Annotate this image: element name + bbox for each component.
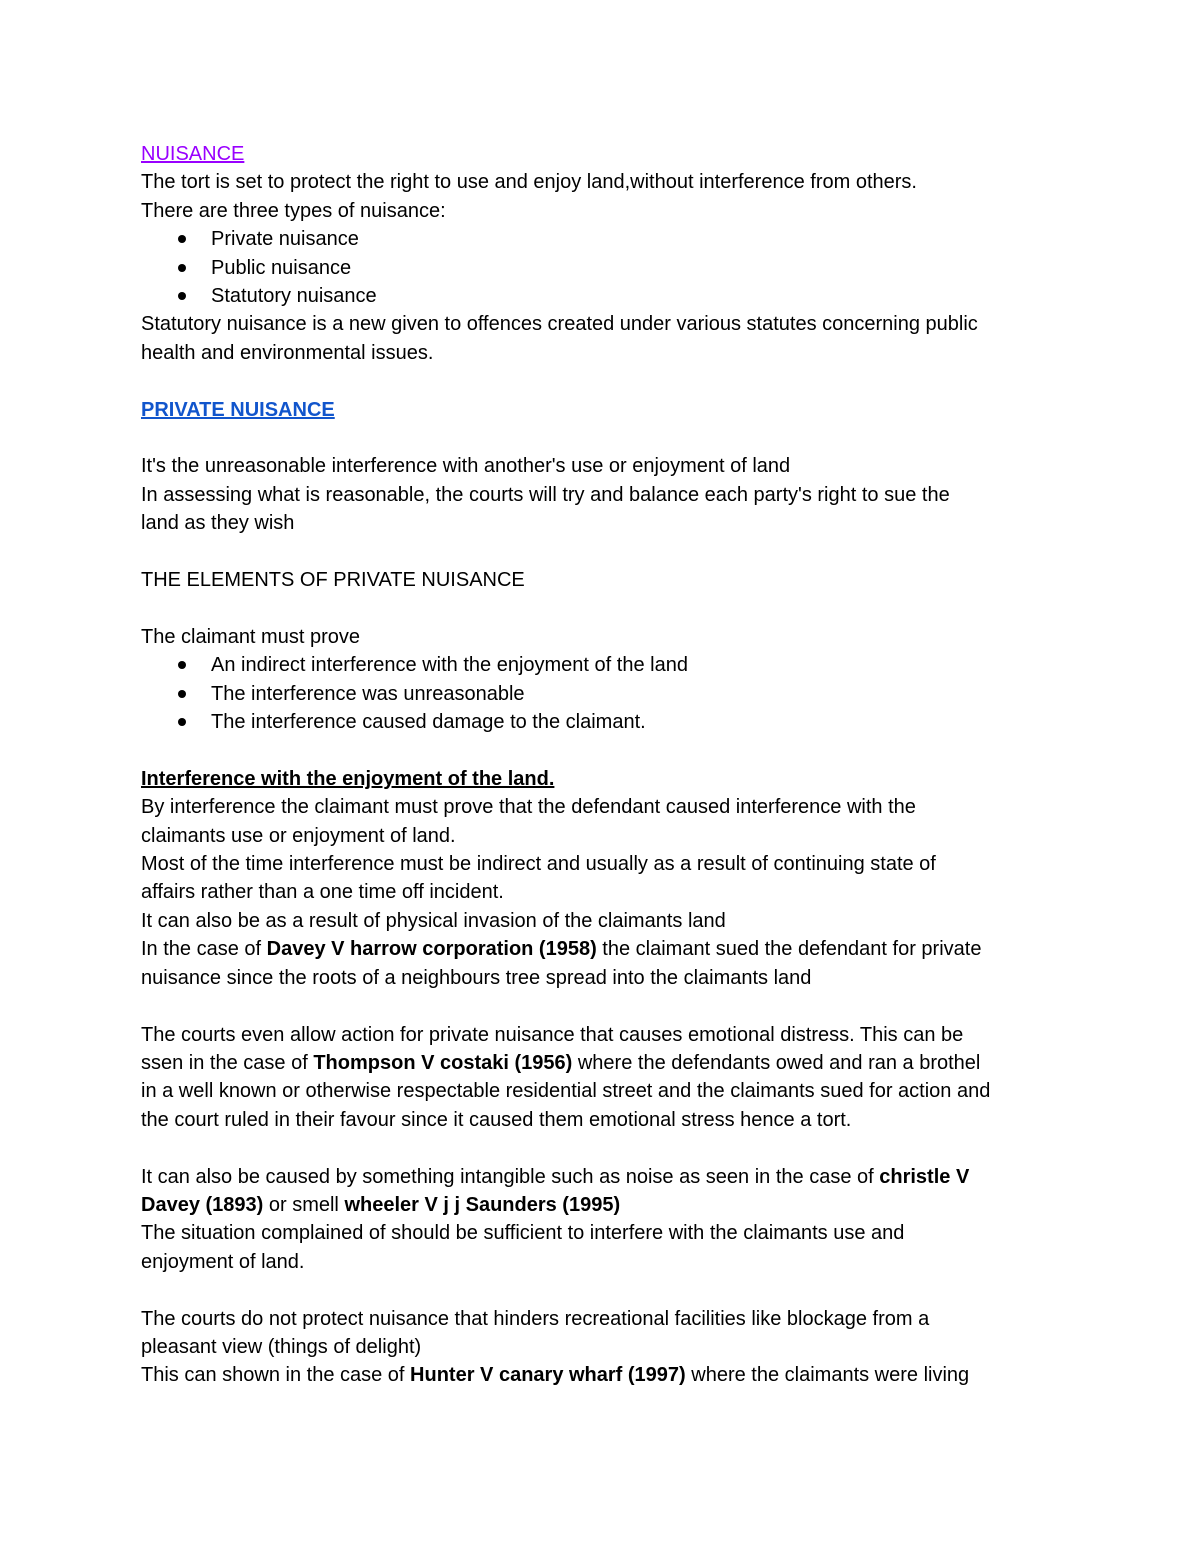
paragraph: The courts even allow action for private nuisance that causes emotional distress. This can be — [141, 1023, 964, 1046]
list-item: The interference caused damage to the claimant. — [141, 708, 1060, 736]
paragraph: In assessing what is reasonable, the courts will try and balance each party's right to sue the — [141, 483, 950, 506]
case-citation: Hunter V canary wharf (1997) — [410, 1364, 686, 1387]
list-item: An indirect interference with the enjoyment of the land — [141, 651, 1060, 679]
list-item: Public nuisance — [141, 254, 1060, 282]
paragraph: nuisance since the roots of a neighbours tree spread into the claimants land — [141, 966, 812, 989]
paragraph: This can shown in the case of Hunter V canary wharf (1997) where the claimants were living — [141, 1364, 970, 1387]
title-heading: NUISANCE — [141, 143, 245, 165]
bullet-icon — [178, 661, 186, 669]
paragraph: pleasant view (things of delight) — [141, 1335, 422, 1358]
paragraph: The situation complained of should be sufficient to interfere with the claimants use and — [141, 1222, 905, 1245]
nuisance-types-list — [141, 225, 1060, 310]
bullet-icon — [178, 690, 186, 698]
case-citation: Davey (1893) — [141, 1193, 264, 1216]
paragraph: the court ruled in their favour since it caused them emotional stress hence a tort. — [141, 1108, 852, 1131]
paragraph: Statutory nuisance is a new given to offences created under various statutes concerning public — [141, 313, 978, 336]
case-citation: Davey V harrow corporation (1958) — [266, 938, 597, 961]
paragraph: affairs rather than a one time off incident. — [141, 881, 504, 904]
paragraph: It can also be as a result of physical invasion of the claimants land — [141, 909, 726, 932]
paragraph: ssen in the case of Thompson V costaki (1956) where the defendants owed and ran a brothel — [141, 1051, 981, 1074]
paragraph: The courts do not protect nuisance that hinders recreational facilities like blockage from a — [141, 1307, 930, 1330]
paragraph: in a well known or otherwise respectable residential street and the claimants sued for action and — [141, 1080, 991, 1103]
bullet-icon — [178, 264, 186, 272]
case-citation: christle V — [879, 1165, 970, 1188]
bullet-icon — [178, 235, 186, 243]
elements-list — [141, 651, 1060, 736]
paragraph: Most of the time interference must be indirect and usually as a result of continuing state of — [141, 853, 936, 876]
private-nuisance-heading: PRIVATE NUISANCE — [141, 398, 335, 421]
paragraph: enjoyment of land. — [141, 1250, 305, 1273]
bullet-icon — [178, 292, 186, 300]
case-citation: wheeler V j j Saunders (1995) — [344, 1193, 621, 1216]
paragraph: By interference the claimant must prove that the defendant caused interference with the — [141, 796, 916, 819]
list-item: Private nuisance — [141, 225, 1060, 253]
paragraph: The tort is set to protect the right to use and enjoy land,without interference from others. — [141, 171, 917, 194]
paragraph: land as they wish — [141, 512, 295, 535]
list-item: The interference was unreasonable — [141, 680, 1060, 708]
paragraph: Davey (1893) or smell wheeler V j j Saunders (1995) — [141, 1193, 621, 1216]
paragraph: It can also be caused by something intangible such as noise as seen in the case of christle V — [141, 1165, 970, 1188]
paragraph: claimants use or enjoyment of land. — [141, 824, 456, 847]
elements-heading: THE ELEMENTS OF PRIVATE NUISANCE — [141, 569, 525, 592]
case-citation: Thompson V costaki (1956) — [313, 1051, 573, 1074]
paragraph: In the case of Davey V harrow corporation (1958) the claimant sued the defendant for private — [141, 938, 982, 961]
paragraph: There are three types of nuisance: — [141, 199, 446, 222]
paragraph: The claimant must prove — [141, 625, 360, 648]
paragraph: It's the unreasonable interference with another's use or enjoyment of land — [141, 455, 791, 478]
list-item: Statutory nuisance — [141, 282, 1060, 310]
bullet-icon — [178, 718, 186, 726]
paragraph: health and environmental issues. — [141, 341, 434, 364]
interference-heading: Interference with the enjoyment of the land. — [141, 767, 555, 790]
